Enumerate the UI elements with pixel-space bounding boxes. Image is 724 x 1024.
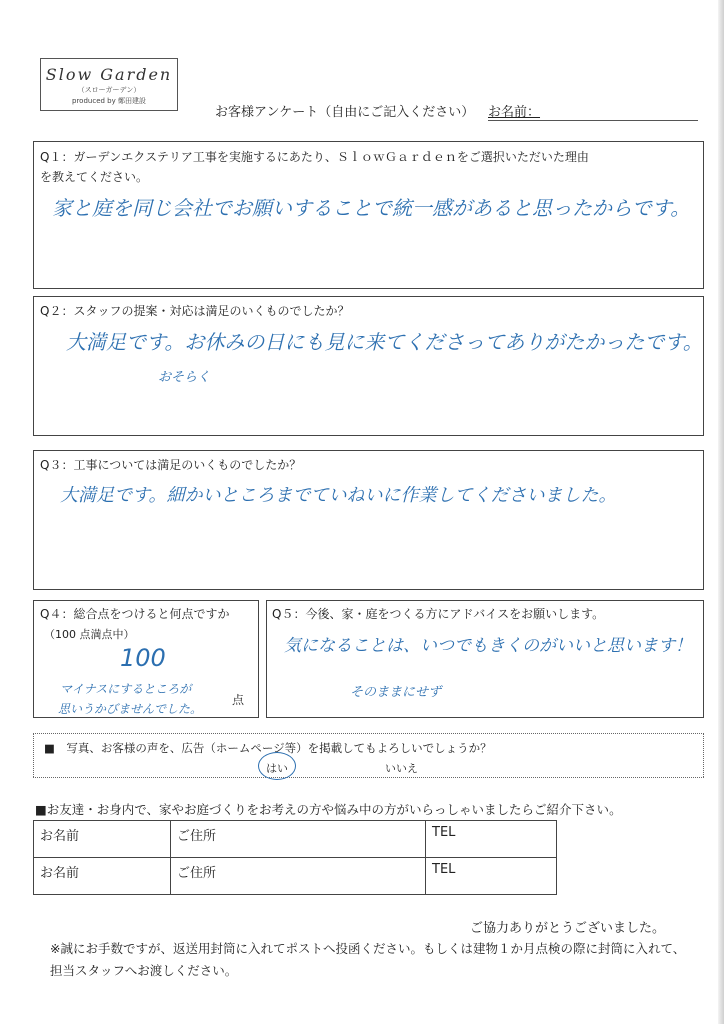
page-title: お客様アンケート（自由にご記入ください） [215, 105, 475, 120]
consent-no[interactable]: いいえ [385, 762, 418, 775]
footer-note: ※誠にお手数ですが、返送用封筒に入れてポストへ投函ください。もしくは建物１か月点検の際に封筒に入れて、担当スタッフへお渡しください。 [50, 941, 686, 978]
q2-insert: おそらく [158, 370, 211, 385]
logo-produced: produced by 鄭田建設 [72, 97, 146, 105]
name-label: お名前： [488, 105, 541, 120]
referral-name-cell[interactable]: お名前 [34, 858, 171, 895]
page-edge [718, 0, 724, 1024]
consent-right-border [703, 733, 704, 777]
q4-note-line1: マイナスにするところが [60, 682, 192, 696]
q4-label: Q４：総合点をつけると何点ですか [40, 607, 230, 621]
q2-label: Q２：スタッフの提案・対応は満足のいくものでしたか？ [40, 304, 350, 318]
consent-question: ■ 写真、お客様の声を、広告（ホームページ等）を掲載してもよろしいでしょうか？ [44, 741, 492, 755]
q1-answer[interactable]: 家と庭を同じ会社でお願いすることで統一感があると思ったからです。 [52, 196, 691, 220]
referral-tel-cell[interactable]: TEL [426, 821, 557, 858]
name-field[interactable] [488, 120, 698, 121]
q4-score[interactable]: 100 [120, 644, 166, 672]
q3-label: Q３：工事については満足のいくものでしたか？ [40, 458, 302, 472]
q5-answer[interactable]: 気になることは、いつでもきくのがいいと思います！ [284, 636, 692, 656]
q5-label: Q５：今後、家・庭をつくる方にアドバイスをお願いします。 [272, 607, 605, 621]
consent-bottom-border [33, 777, 704, 778]
q4-note-line2: 思いうかびませんでした。 [58, 702, 203, 716]
logo-sub: （スローガーデン） [77, 86, 141, 94]
name-redaction [530, 48, 710, 136]
q5-insert: そのままにせず [350, 685, 442, 700]
q1-label: Q１：ガーデンエクステリア工事を実施するにあたり、ＳｌｏｗＧａｒｄｅｎをご選択いただいた理由 [40, 150, 589, 164]
referral-heading: ■お友達・お身内で、家やお庭づくりをお考えの方や悩み中の方がいらっしゃいましたらご紹介下さい。 [35, 802, 622, 817]
referral-tel-cell[interactable]: TEL [426, 858, 557, 895]
referral-address-cell[interactable]: ご住所 [171, 858, 426, 895]
logo-main: Slow Garden [45, 65, 173, 84]
q4-unit: 点 [232, 693, 245, 707]
table-row [34, 821, 557, 858]
consent-top-border [33, 733, 704, 734]
logo [40, 58, 178, 111]
consent-yes[interactable]: はい [266, 762, 288, 775]
q3-answer[interactable]: 大満足です。細かいところまでていねいに作業してくださいました。 [60, 485, 617, 506]
referral-address-cell[interactable]: ご住所 [171, 821, 426, 858]
table-row [34, 858, 557, 895]
referral-name-cell[interactable]: お名前 [34, 821, 171, 858]
q1-label-line2: を教えてください。 [40, 170, 149, 184]
footer-thanks: ご協力ありがとうございました。 [470, 921, 666, 936]
consent-left-border [33, 733, 34, 777]
consent-yes-circle-icon [258, 752, 296, 780]
q2-answer[interactable]: 大満足です。お休みの日にも見に来てくださってありがたかったです。 [66, 330, 703, 354]
q4-sub: （100 点満点中） [44, 628, 135, 641]
referral-table [33, 820, 557, 895]
